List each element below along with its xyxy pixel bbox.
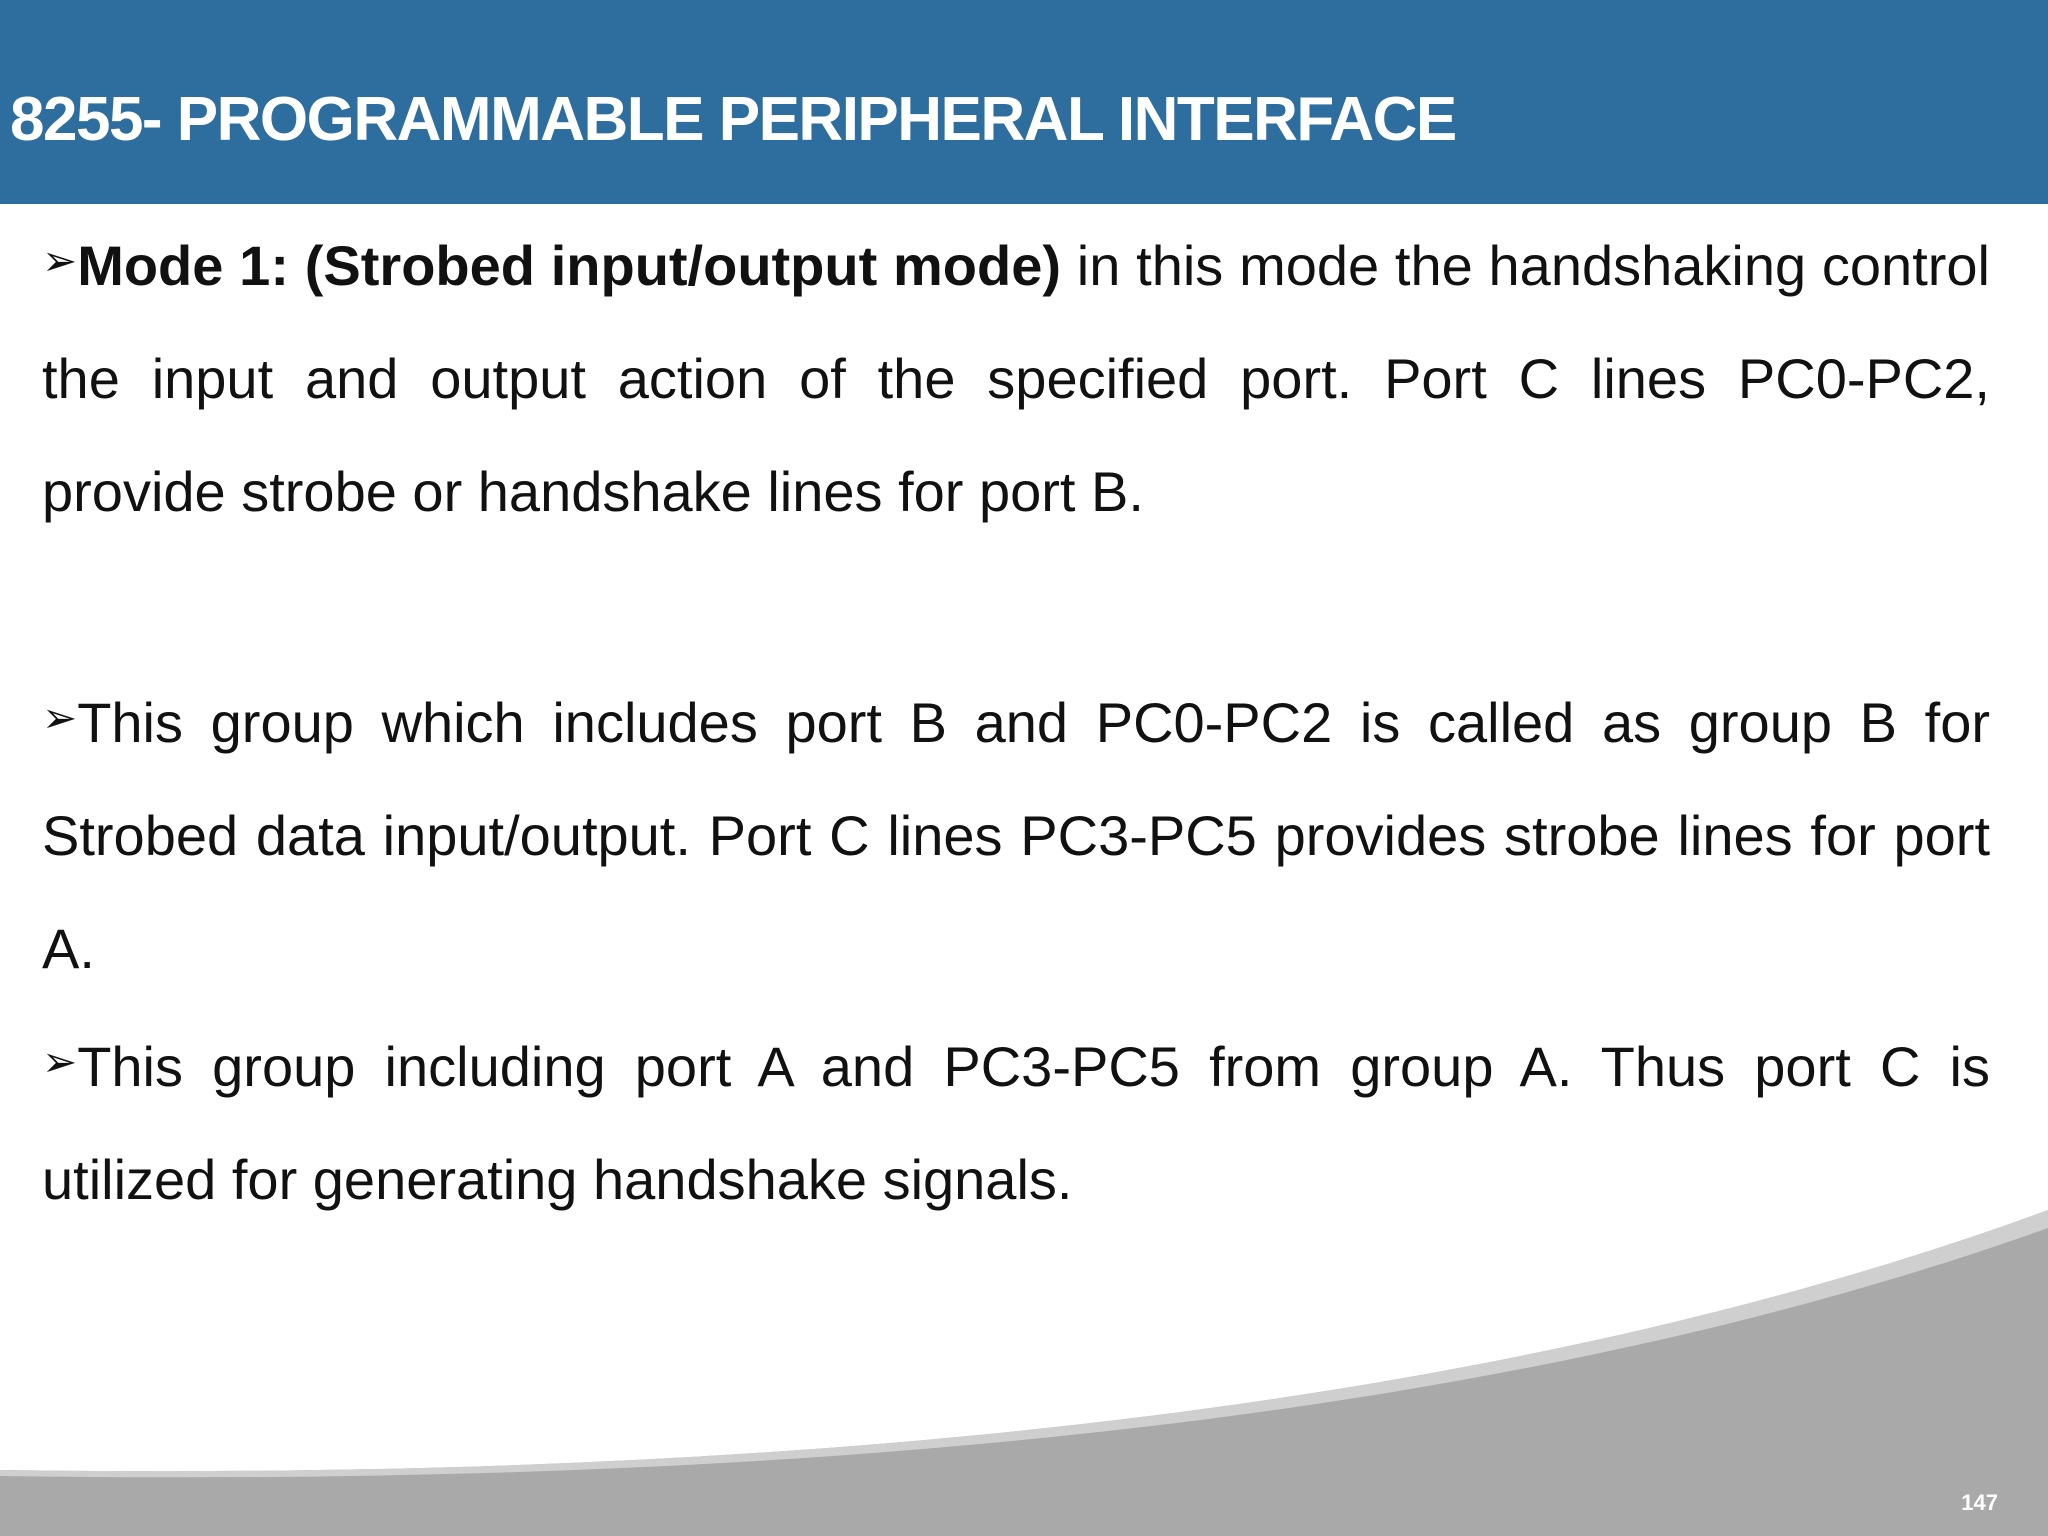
bullet-text: This group which includes port B and PC0-PC2 is called as group B for Strobed data input/output. Port C lines PC3-PC5 provides strobe lines for port A.	[42, 691, 1990, 980]
bullet-item-1	[42, 204, 1990, 548]
bullet-text: in this mode the handshaking control the input and output action of the specified port. Port C lines PC0-PC2, provide strobe or handshake lines for port B.	[42, 234, 1990, 523]
bullet-item-2	[42, 661, 1990, 1005]
arrow-bullet-icon: ➢	[42, 1038, 78, 1085]
slide-body	[42, 204, 1990, 1236]
slide-title: 8255- PROGRAMMABLE PERIPHERAL INTERFACE	[10, 85, 1456, 154]
bullet-text: This group including port A and PC3-PC5 from group A. Thus port C is utilized for generating handshake signals.	[42, 1035, 1990, 1211]
footer-swoosh-shape	[0, 1210, 2048, 1536]
page-number: 147	[1961, 1490, 1998, 1515]
footer-swoosh	[0, 1180, 2048, 1536]
arrow-bullet-icon: ➢	[42, 694, 78, 741]
title-bar	[0, 0, 2048, 204]
bullet-bold-text: Mode 1: (Strobed input/output mode)	[77, 234, 1062, 297]
arrow-bullet-icon: ➢	[42, 237, 78, 284]
